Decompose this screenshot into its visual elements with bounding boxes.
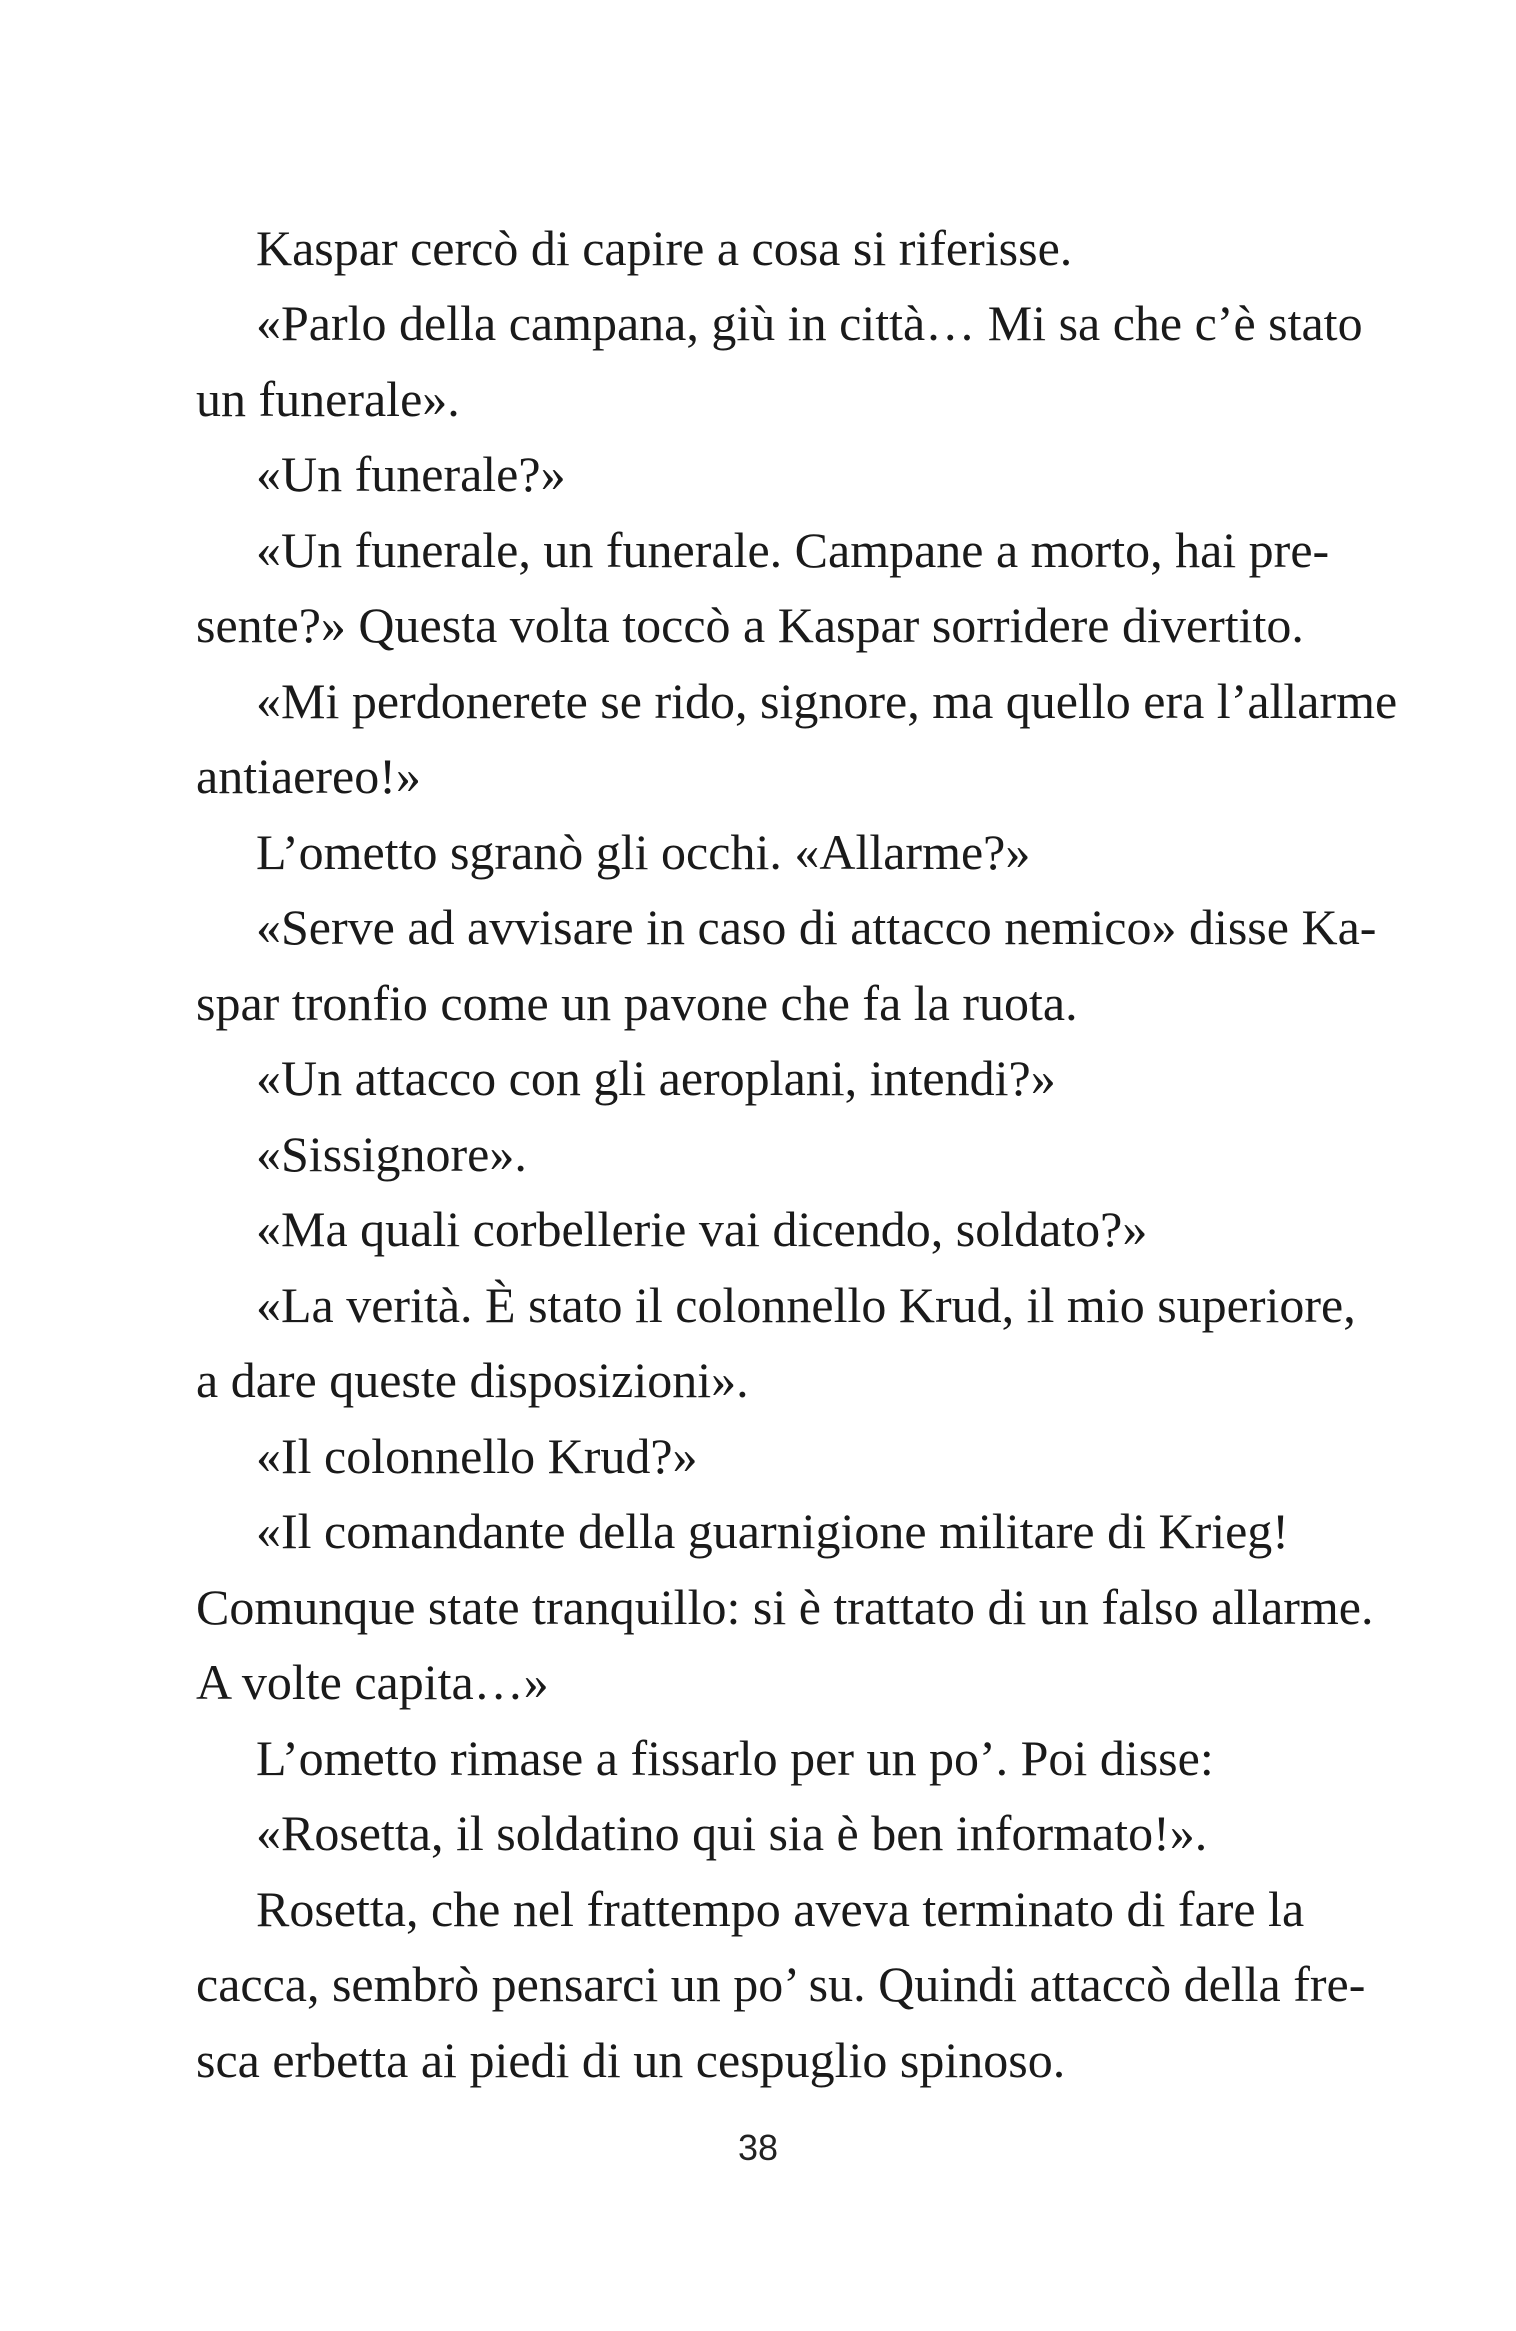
text-line: «Un funerale?» [256, 446, 566, 502]
page-number: 38 [737, 2127, 779, 2168]
text-line: «Parlo della campana, giù in città… Mi sa che c’è stato [256, 295, 1363, 351]
text-line: «Mi perdonerete se rido, signore, ma quello era l’allarme [256, 673, 1398, 729]
text-line: Comunque state tranquillo: si è trattato di un falso allarme. [196, 1579, 1374, 1635]
text-line: «Il comandante della guarnigione militare di Krieg! [256, 1503, 1289, 1559]
text-line: Rosetta, che nel frattempo aveva terminato di fare la [256, 1881, 1305, 1937]
text-line: un funerale». [196, 371, 460, 427]
text-line: «Rosetta, il soldatino qui sia è ben informato!». [256, 1805, 1208, 1861]
text-line: A volte capita…» [196, 1654, 549, 1710]
text-line: L’ometto sgranò gli occhi. «Allarme?» [256, 824, 1031, 880]
text-line: sente?» Questa volta toccò a Kaspar sorridere divertito. [196, 597, 1304, 653]
text-line: «Il colonnello Krud?» [256, 1428, 698, 1484]
text-line: sca erbetta ai piedi di un cespuglio spinoso. [196, 2032, 1066, 2088]
text-line: «Sissignore». [256, 1126, 527, 1182]
text-line: a dare queste disposizioni». [196, 1352, 749, 1408]
text-line: antiaereo!» [196, 748, 421, 804]
text-line: «La verità. È stato il colonnello Krud, il mio superiore, [256, 1277, 1356, 1333]
text-line: «Un funerale, un funerale. Campane a morto, hai pre- [256, 522, 1330, 578]
text-line: L’ometto rimase a fissarlo per un po’. Poi disse: [256, 1730, 1214, 1786]
text-line: spar tronfio come un pavone che fa la ruota. [196, 975, 1078, 1031]
text-line: cacca, sembrò pensarci un po’ su. Quindi attaccò della fre- [196, 1956, 1366, 2012]
text-line: Kaspar cercò di capire a cosa si riferisse. [256, 220, 1073, 276]
text-line: «Un attacco con gli aeroplani, intendi?» [256, 1050, 1056, 1106]
text-line: «Serve ad avvisare in caso di attacco nemico» disse Ka- [256, 899, 1377, 955]
text-line: «Ma quali corbellerie vai dicendo, soldato?» [256, 1201, 1148, 1257]
